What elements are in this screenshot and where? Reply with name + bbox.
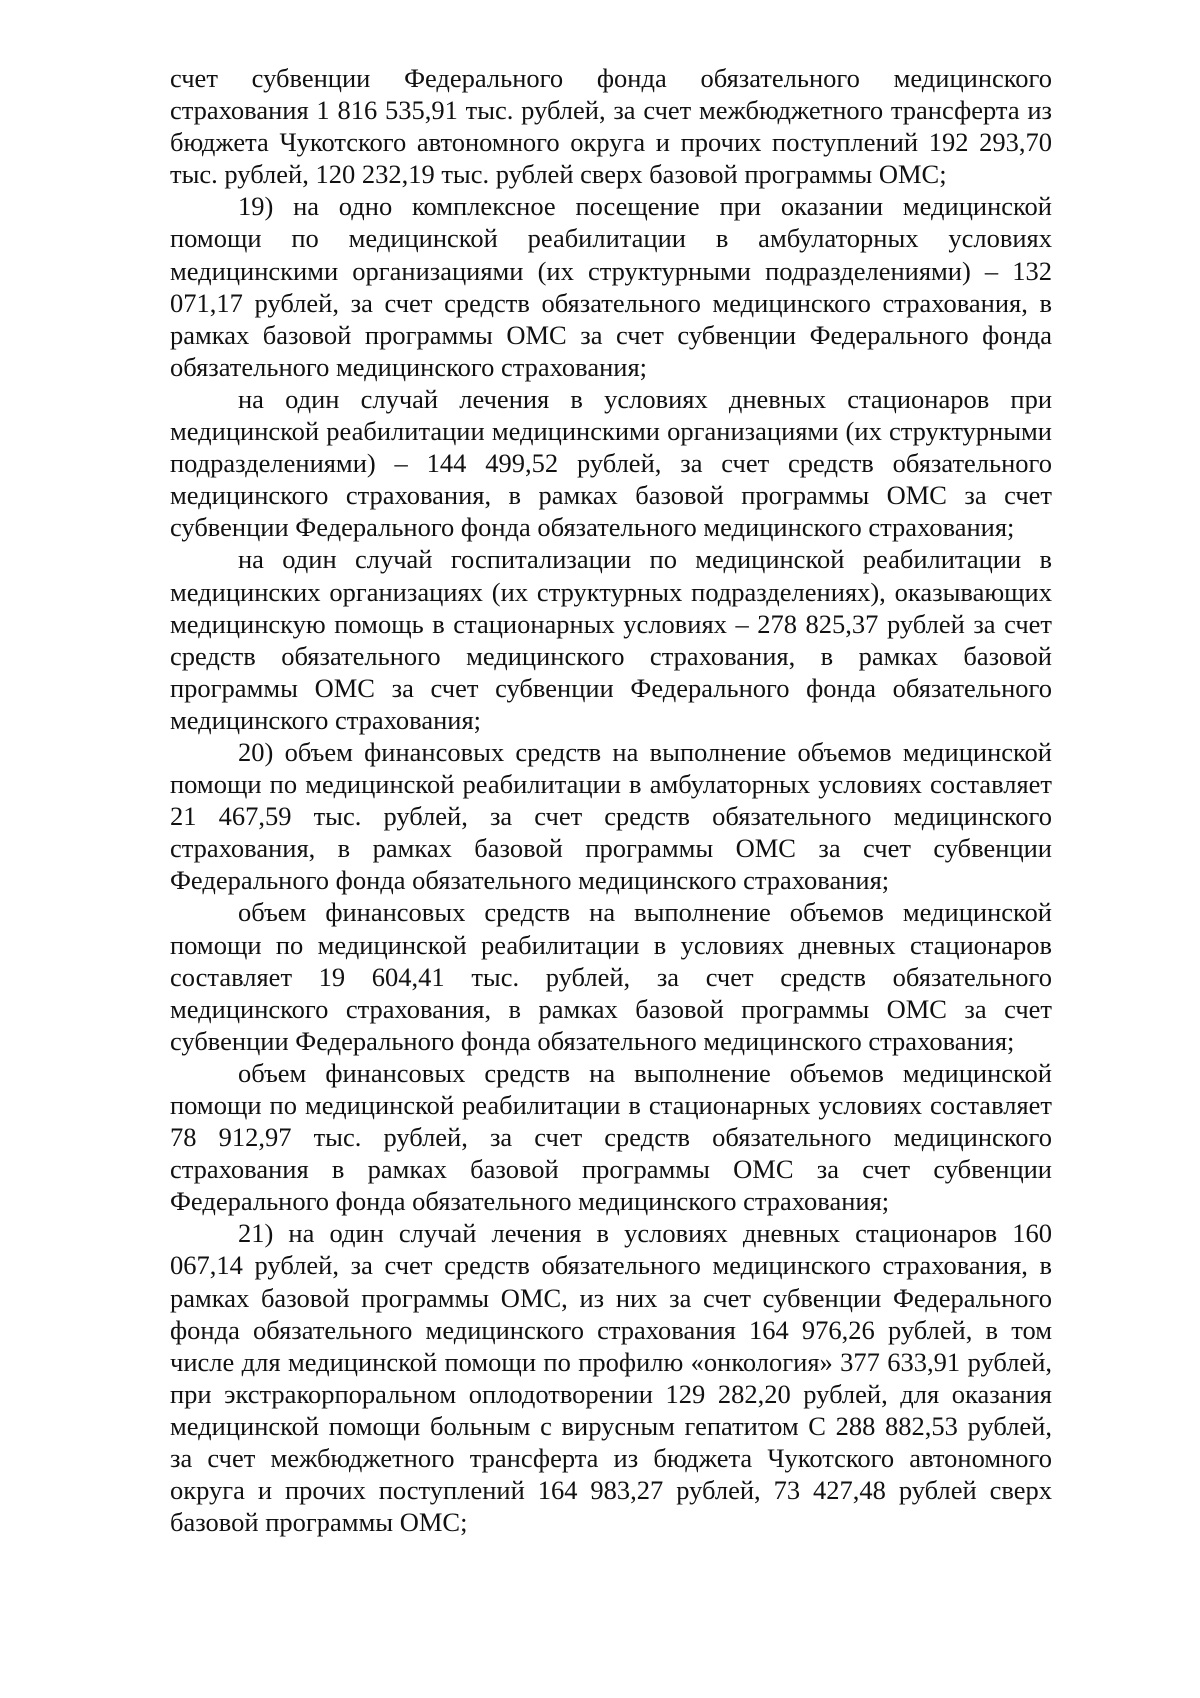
paragraph-day-hospital-rehab: на один случай лечения в условиях дневных стационаров при медицинской реабилитации медицинскими организациями (их структурными подразделениями) – 144 499,52 рублей, за счет средств обязательного медицинского страхования, в рамках базовой программы ОМС за счет субвенции Федерального фонда обязательного медицинского страхования; xyxy=(170,383,1052,543)
document-page xyxy=(170,62,1052,1538)
paragraph-item-21: 21) на один случай лечения в условиях дневных стационаров 160 067,14 рублей, за счет средств обязательного медицинского страхования, в рамках базовой программы ОМС, из них за счет субвенции Федерального фонда обязательного медицинского страхования 164 976,26 рублей, в том числе для медицинской помощи по профилю «онкология» 377 633,91 рублей, при экстракорпоральном оплодотворении 129 282,20 рублей, для оказания медицинской помощи больным с вирусным гепатитом С 288 882,53 рублей, за счет межбюджетного трансферта из бюджета Чукотского автономного округа и прочих поступлений 164 983,27 рублей, 73 427,48 рублей сверх базовой программы ОМС; xyxy=(170,1218,1052,1538)
paragraph-item-19: 19) на одно комплексное посещение при оказании медицинской помощи по медицинской реабилитации в амбулаторных условиях медицинскими организациями (их структурными подразделениями) – 132 071,17 рублей, за счет средств обязательного медицинского страхования, в рамках базовой программы ОМС за счет субвенции Федерального фонда обязательного медицинского страхования; xyxy=(170,191,1052,382)
paragraph-continuation: счет субвенции Федерального фонда обязательного медицинского страхования 1 816 535,91 тыс. рублей, за счет межбюджетного трансферта из бюджета Чукотского автономного округа и прочих поступлений 192 293,70 тыс. рублей, 120 232,19 тыс. рублей сверх базовой программы ОМС; xyxy=(170,63,1052,190)
paragraph-hospitalization-rehab: на один случай госпитализации по медицинской реабилитации в медицинских организациях (их структурных подразделениях), оказывающих медицинскую помощь в стационарных условиях – 278 825,37 рублей за счет средств обязательного медицинского страхования, в рамках базовой программы ОМС за счет субвенции Федерального фонда обязательного медицинского страхования; xyxy=(170,544,1052,735)
paragraph-finance-inpatient: объем финансовых средств на выполнение объемов медицинской помощи по медицинской реабилитации в стационарных условиях составляет 78 912,97 тыс. рублей, за счет средств обязательного медицинского страхования в рамках базовой программы ОМС за счет субвенции Федерального фонда обязательного медицинского страхования; xyxy=(170,1057,1052,1217)
paragraph-finance-day-hospital: объем финансовых средств на выполнение объемов медицинской помощи по медицинской реабилитации в условиях дневных стационаров составляет 19 604,41 тыс. рублей, за счет средств обязательного медицинского страхования, в рамках базовой программы ОМС за счет субвенции Федерального фонда обязательного медицинского страхования; xyxy=(170,897,1052,1056)
paragraph-item-20: 20) объем финансовых средств на выполнение объемов медицинской помощи по медицинской реабилитации в амбулаторных условиях составляет 21 467,59 тыс. рублей, за счет средств обязательного медицинского страхования, в рамках базовой программы ОМС за счет субвенции Федерального фонда обязательного медицинского страхования; xyxy=(170,736,1052,896)
